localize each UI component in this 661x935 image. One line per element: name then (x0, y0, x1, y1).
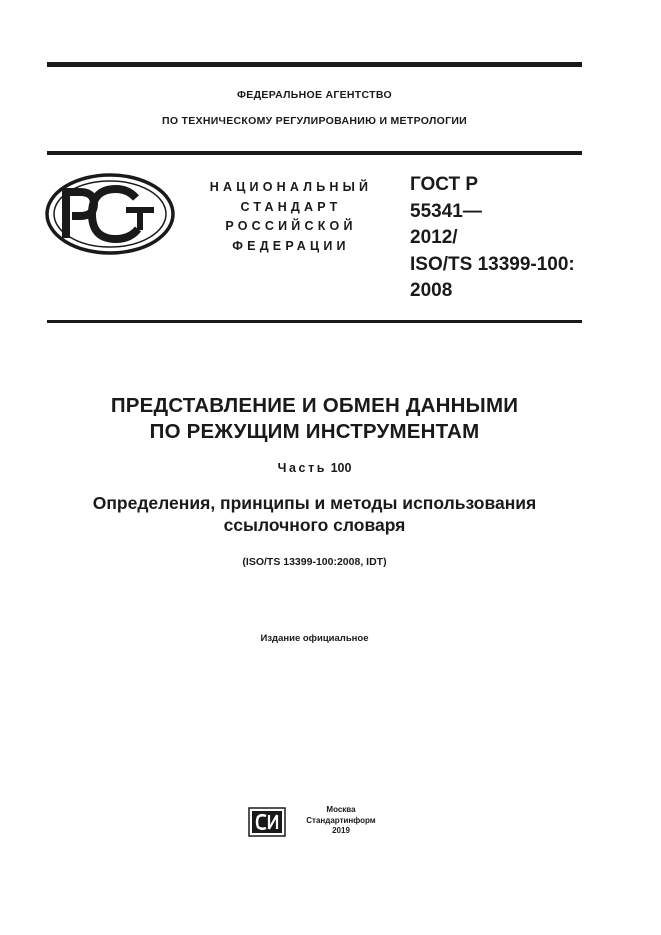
agency-line-2: ПО ТЕХНИЧЕСКОМУ РЕГУЛИРОВАНИЮ И МЕТРОЛОГИИ (161, 115, 468, 127)
gost-r-logo-icon (44, 172, 176, 256)
title-line-2: ПО РЕЖУЩИМ ИНСТРУМЕНТАМ (149, 420, 480, 443)
standard-type-line-2: СТАНДАРТ (240, 199, 342, 214)
top-rule (47, 62, 582, 67)
part-heading (47, 461, 582, 475)
gost-number-line-5: 2008 (410, 280, 453, 301)
title-line-1: ПРЕДСТАВЛЕНИЕ И ОБМЕН ДАННЫМИ (110, 394, 519, 417)
document-subtitle (47, 492, 582, 536)
gost-number (410, 172, 590, 305)
part-number: 100 (330, 461, 352, 475)
middle-rule (47, 151, 582, 155)
edition-note: Издание официальное (260, 633, 369, 644)
gost-number-line-2: 55341— (410, 200, 482, 222)
standard-type (196, 178, 386, 256)
gost-number-line-3: 2012/ (410, 227, 458, 248)
publisher-name: Стандартинформ (306, 815, 376, 825)
bottom-rule (47, 320, 582, 323)
publisher-info (296, 805, 386, 837)
standartinform-logo-icon (248, 807, 286, 837)
publisher-city: Москва (326, 805, 356, 814)
gost-number-line-1: ГОСТ Р (410, 174, 479, 195)
agency-line-1: ФЕДЕРАЛЬНОЕ АГЕНТСТВО (237, 89, 392, 101)
standard-type-line-4: ФЕДЕРАЦИИ (232, 238, 350, 253)
standard-type-line-1: НАЦИОНАЛЬНЫЙ (209, 180, 373, 194)
iso-reference: (ISO/TS 13399-100:2008, IDT) (242, 556, 387, 568)
publisher-year: 2019 (332, 826, 350, 835)
gost-number-line-4: ISO/TS 13399-100: (410, 253, 575, 275)
document-title (47, 393, 582, 445)
subtitle-line-1: Определения, принципы и методы использования (92, 493, 537, 513)
standard-type-line-3: РОССИЙСКОЙ (225, 219, 357, 233)
part-label: Часть (277, 461, 328, 475)
subtitle-line-2: ссылочного словаря (223, 515, 406, 535)
